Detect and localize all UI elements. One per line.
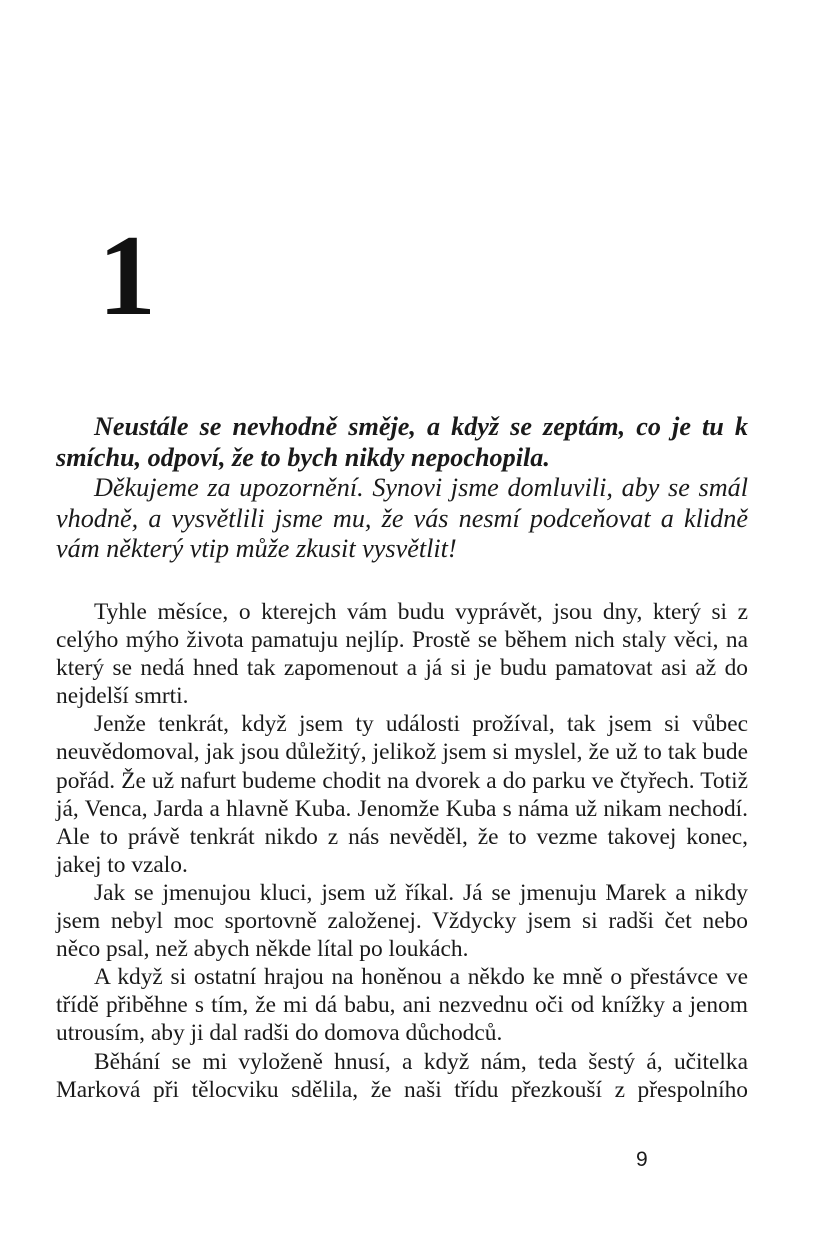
motto-answer: Děkujeme za upozornění. Synovi jsme domluvili, aby se smál vhodně, a vysvětlili jsme mu, že vás nesmí podceňovat a klidně vám některý vtip může zkusit vysvětlit! xyxy=(56,473,748,563)
chapter-number: 1 xyxy=(98,212,156,340)
body-paragraph: Jak se jmenujou kluci, jsem už říkal. Já se jmenuju Marek a nikdy jsem nebyl moc sportovně založenej. Vždycky jsem si radši čet nebo něco psal, než abych někde lítal po loukách. xyxy=(56,879,748,963)
body-paragraph: A když si ostatní hrajou na honěnou a někdo ke mně o přestávce ve třídě přiběhne s tím, že mi dá babu, ani nezvednu oči od knížky a jenom utrousím, aby ji dal radši do domova důchodců. xyxy=(56,964,748,1047)
body-paragraph: Jenže tenkrát, když jsem ty události prožíval, tak jsem si vůbec neuvědomoval, jak jsou důležitý, jelikož jsem si myslel, že už to tak bude pořád. Že už nafurt budeme chodit na dvorek a do parku ve čtyřech. Totiž já, Venca, Jarda a hlavně Kuba. Jenomže Kuba s náma už nikam nechodí. Ale to právě tenkrát nikdo z nás nevěděl, že to vezme takovej konec, jakej to vzalo. xyxy=(56,711,748,878)
motto-question: Neustále se nevhodně směje, a když se zeptám, co je tu k smíchu, odpoví, že to bych nikdy nepochopila. xyxy=(56,412,748,472)
chapter-motto xyxy=(56,412,748,565)
body-paragraph: Běhání se mi vyloženě hnusí, a když nám, teda šestý á, učitelka Marková při tělocviku sdělila, že naši třídu přezkouší z přespolního xyxy=(56,1048,748,1103)
chapter-body xyxy=(56,598,748,1104)
page-number: 9 xyxy=(636,1148,648,1171)
body-paragraph: Tyhle měsíce, o kterejch vám budu vyprávět, jsou dny, který si z celýho mýho života pamatuju nejlíp. Prostě se během nich staly věci, na který se nedá hned tak zapomenout a já si je budu pamatovat asi až do nejdelší smrti. xyxy=(56,599,748,710)
